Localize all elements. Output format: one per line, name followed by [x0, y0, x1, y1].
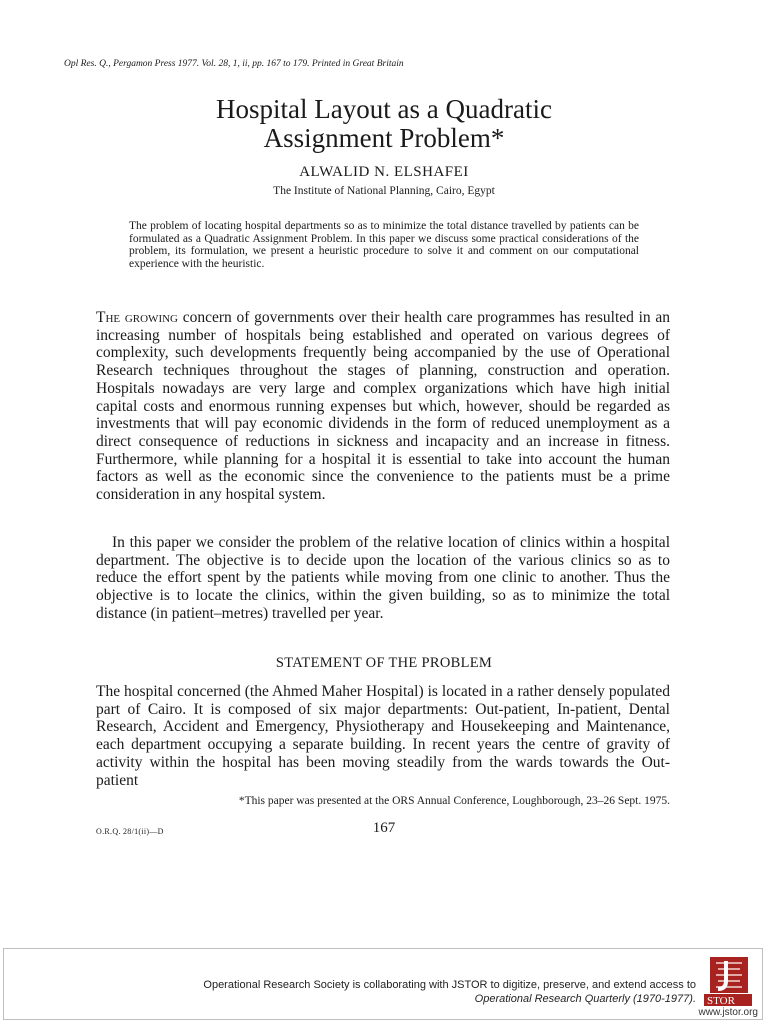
title-line-1: Hospital Layout as a Quadratic	[216, 94, 552, 124]
author-affiliation: The Institute of National Planning, Cairo, Egypt	[273, 185, 495, 197]
paragraph-lead-in: The growing	[96, 309, 178, 326]
section-heading: STATEMENT OF THE PROBLEM	[275, 655, 493, 671]
body-paragraph-2: In this paper we consider the problem of the relative location of clinics within a hospital department. The objective is to decide upon the location of the various clinics so as to reduce the effort spent by the patients while moving from one clinic to another. Thus the objective is to locate the clinics, within the given building, so as to minimize the total distance (in patient–metres) travelled per year.	[96, 534, 670, 622]
banner-collaboration-text: Operational Research Society is collaborating with JSTOR to digitize, preserve, and extend access to	[203, 979, 696, 991]
body-paragraph-3: The hospital concerned (the Ahmed Maher Hospital) is located in a rather densely populated part of Cairo. It is composed of six major departments: Out-patient, In-patient, Dental Research, Accident and Emergency, Physiotherapy and Housekeeping and Maintenance, each department occupying a separate building. In recent years the centre of gravity of activity within the hospital has been moving steadily from the wards towards the Out-patient	[96, 683, 670, 789]
abstract: The problem of locating hospital departments so as to minimize the total distance travelled by patients can be formulated as a Quadratic Assignment Problem. In this paper we discuss some practical considerations of the problem, its formulation, we present a heuristic procedure to solve it and comment on our computational experience with the heuristic.	[129, 220, 639, 270]
journal-citation: Opl Res. Q., Pergamon Press 1977. Vol. 28, 1, ii, pp. 167 to 179. Printed in Great Britain	[64, 59, 404, 69]
jstor-logo-text: STOR	[707, 995, 735, 1007]
body-paragraph-1	[96, 309, 670, 504]
jstor-logo-icon[interactable]	[704, 957, 759, 1007]
page-number: 167	[372, 820, 396, 836]
author-name: ALWALID N. ELSHAFEI	[299, 164, 469, 180]
title-line-2: Assignment Problem*	[263, 123, 505, 153]
journal-code: O.R.Q. 28/1(ii)—D	[96, 827, 164, 836]
paper-title	[0, 95, 768, 153]
jstor-banner	[3, 948, 763, 1020]
jstor-url-link[interactable]: www.jstor.org	[698, 1007, 758, 1018]
footnote: *This paper was presented at the ORS Annual Conference, Loughborough, 23–26 Sept. 1975.	[238, 795, 670, 807]
banner-journal-link[interactable]: Operational Research Quarterly (1970-1977).	[474, 993, 696, 1005]
paragraph-1-text: concern of governments over their health care programmes has resulted in an increasing number of hospitals being established and operated on various degrees of complexity, such developments frequently being accompanied by the use of Operational Research techniques throughout the stages of planning, construction and operation. Hospitals nowadays are very large and complex organizations which have high initial capital costs and enormous running expenses but which, however, should be regarded as investments that will pay economic dividends in the form of reduced unemployment as a direct consequence of reductions in sickness and incapacity and an increase in fitness. Furthermore, while planning for a hospital it is essential to take into account the human factors as well as the economic since the convenience to the patients must be a prime consideration in any hospital system.	[96, 309, 670, 504]
